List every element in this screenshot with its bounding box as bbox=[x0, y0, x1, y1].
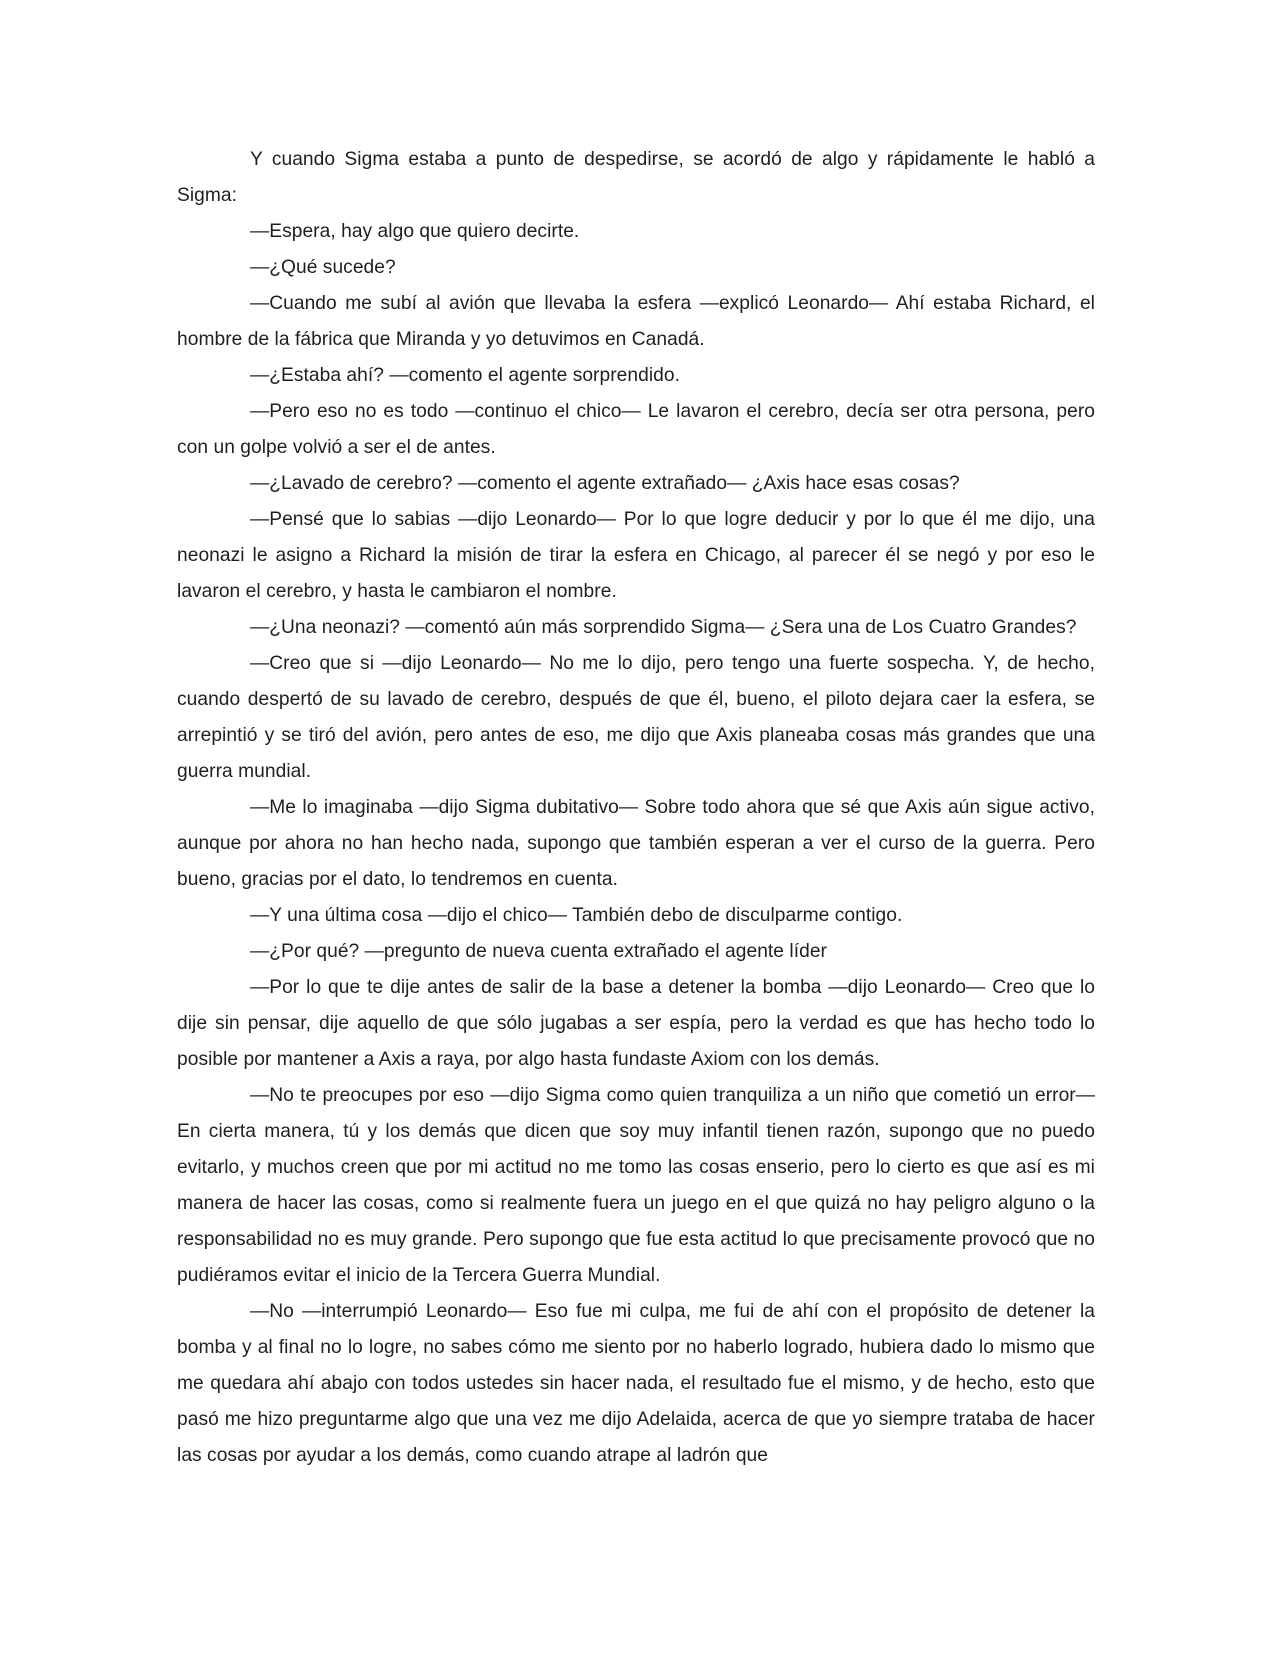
paragraph: Y cuando Sigma estaba a punto de despedirse, se acordó de algo y rápidamente le habló a Sigma: bbox=[177, 149, 1095, 206]
paragraph: ―¿Estaba ahí? ―comento el agente sorprendido. bbox=[250, 365, 680, 386]
paragraph: ―Espera, hay algo que quiero decirte. bbox=[250, 221, 580, 242]
paragraph: ―No te preocupes por eso ―dijo Sigma como quien tranquiliza a un niño que cometió un error― En cierta manera, tú y los demás que dicen que soy muy infantil tienen razón, supongo que no puedo evitarlo, y muchos creen que por mi actitud no me tomo las cosas enserio, pero lo cierto es que así es mi manera de hacer las cosas, como si realmente fuera un juego en el que quizá no hay peligro alguno o la responsabilidad no es muy grande. Pero supongo que fue esta actitud lo que precisamente provocó que no pudiéramos evitar el inicio de la Tercera Guerra Mundial. bbox=[177, 1085, 1095, 1286]
paragraph: ―Por lo que te dije antes de salir de la base a detener la bomba ―dijo Leonardo― Creo que lo dije sin pensar, dije aquello de que sólo jugabas a ser espía, pero la verdad es que has hecho todo lo posible por mantener a Axis a raya, por algo hasta fundaste Axiom con los demás. bbox=[177, 977, 1095, 1070]
paragraph: ―Creo que si ―dijo Leonardo― No me lo dijo, pero tengo una fuerte sospecha. Y, de hecho, cuando despertó de su lavado de cerebro, después de que él, bueno, el piloto dejara caer la esfera, se arrepintió y se tiró del avión, pero antes de eso, me dijo que Axis planeaba cosas más grandes que una guerra mundial. bbox=[177, 653, 1095, 782]
paragraph: ―Pensé que lo sabias ―dijo Leonardo― Por lo que logre deducir y por lo que él me dijo, una neonazi le asigno a Richard la misión de tirar la esfera en Chicago, al parecer él se negó y por eso le lavaron el cerebro, y hasta le cambiaron el nombre. bbox=[177, 509, 1095, 602]
paragraph: ―¿Qué sucede? bbox=[250, 257, 396, 278]
paragraph: ―¿Una neonazi? ―comentó aún más sorprendido Sigma― ¿Sera una de Los Cuatro Grandes? bbox=[250, 617, 1077, 638]
document-body bbox=[177, 142, 1095, 1474]
paragraph: ―No ―interrumpió Leonardo― Eso fue mi culpa, me fui de ahí con el propósito de detener la bomba y al final no lo logre, no sabes cómo me siento por no haberlo logrado, hubiera dado lo mismo que me quedara ahí abajo con todos ustedes sin hacer nada, el resultado fue el mismo, y de hecho, esto que pasó me hizo preguntarme algo que una vez me dijo Adelaida, acerca de que yo siempre trataba de hacer las cosas por ayudar a los demás, como cuando atrape al ladrón que bbox=[177, 1301, 1095, 1466]
paragraph: ―Pero eso no es todo ―continuo el chico― Le lavaron el cerebro, decía ser otra persona, pero con un golpe volvió a ser el de antes. bbox=[177, 401, 1095, 458]
paragraph: ―Me lo imaginaba ―dijo Sigma dubitativo― Sobre todo ahora que sé que Axis aún sigue activo, aunque por ahora no han hecho nada, supongo que también esperan a ver el curso de la guerra. Pero bueno, gracias por el dato, lo tendremos en cuenta. bbox=[177, 797, 1095, 890]
paragraph: ―Cuando me subí al avión que llevaba la esfera ―explicó Leonardo― Ahí estaba Richard, el hombre de la fábrica que Miranda y yo detuvimos en Canadá. bbox=[177, 293, 1095, 350]
paragraph: ―¿Lavado de cerebro? ―comento el agente extrañado― ¿Axis hace esas cosas? bbox=[250, 473, 960, 494]
paragraph: ―Y una última cosa ―dijo el chico― También debo de disculparme contigo. bbox=[250, 905, 903, 926]
paragraph: ―¿Por qué? ―pregunto de nueva cuenta extrañado el agente líder bbox=[250, 941, 827, 962]
